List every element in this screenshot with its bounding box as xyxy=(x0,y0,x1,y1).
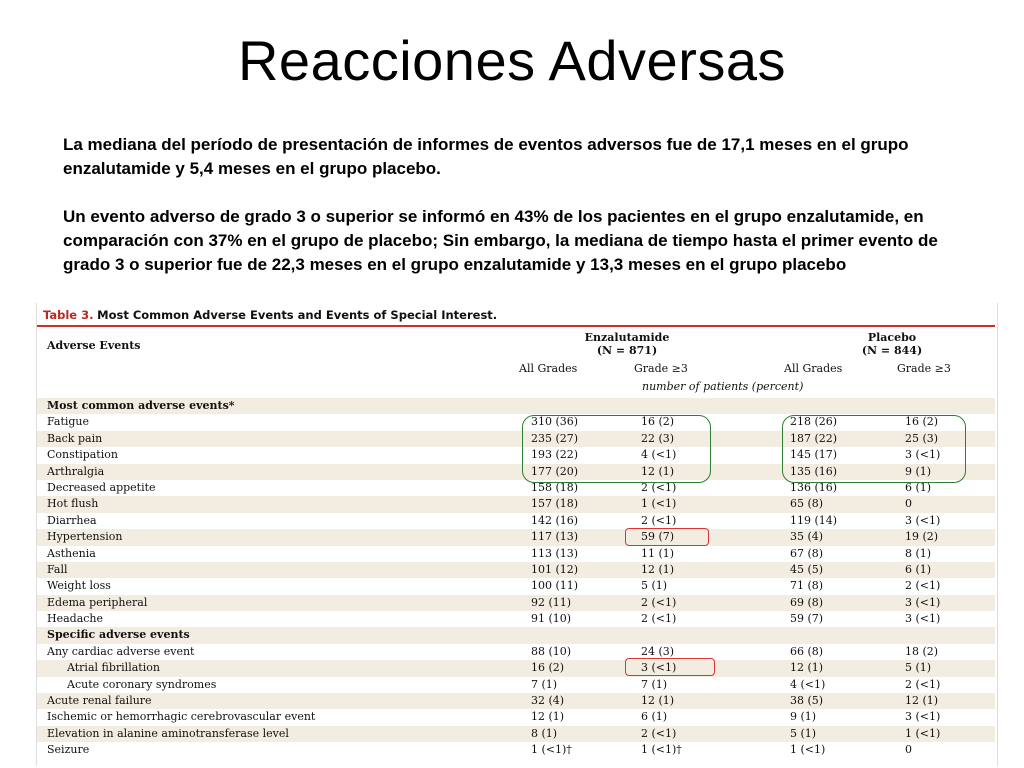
table-row xyxy=(37,693,995,709)
row-label: Diarrhea xyxy=(47,513,97,527)
green-highlight-enzalutamide xyxy=(522,415,711,483)
row-label: Most common adverse events* xyxy=(47,399,235,412)
table-cell: 2 (<1) xyxy=(641,612,677,626)
row-label: Specific adverse events xyxy=(47,628,190,642)
row-header: Adverse Events xyxy=(47,339,141,352)
table-cell: 135 (16) xyxy=(790,464,838,478)
table-cell: 1 (<1) xyxy=(790,743,826,757)
row-label: Arthralgia xyxy=(47,464,105,478)
table-cell: 12 (1) xyxy=(641,694,675,708)
table-cell: 100 (11) xyxy=(531,579,579,593)
table-cell: 24 (3) xyxy=(641,644,675,658)
table-cell: 5 (1) xyxy=(790,726,817,740)
units-label: number of patients (percent) xyxy=(642,380,804,393)
table-row xyxy=(37,677,995,693)
table-row xyxy=(37,644,995,660)
table-cell: 218 (26) xyxy=(790,415,838,429)
table-cell: 59 (7) xyxy=(790,612,824,626)
row-label: Ischemic or hemorrhagic cerebrovascular event xyxy=(47,710,316,724)
table-row xyxy=(37,562,995,578)
table-cell: 22 (3) xyxy=(641,431,675,445)
table-cell: 19 (2) xyxy=(905,530,939,544)
red-box-hypertension xyxy=(625,528,709,546)
group-enzalutamide-name: Enzalutamide xyxy=(584,331,670,344)
table-cell: 193 (22) xyxy=(531,448,579,462)
table-cell: 101 (12) xyxy=(531,562,579,576)
table-cell: 142 (16) xyxy=(531,513,579,527)
table-cell: 1 (<1)† xyxy=(531,743,572,757)
table-cell: 7 (1) xyxy=(531,677,558,691)
group-enzalutamide xyxy=(557,331,697,357)
green-highlight-placebo xyxy=(782,415,966,483)
table-row xyxy=(37,709,995,725)
table-cell: 12 (1) xyxy=(641,562,675,576)
table-cell: 2 (<1) xyxy=(905,677,941,691)
table-cell: 2 (<1) xyxy=(905,579,941,593)
slide-title: Reacciones Adversas xyxy=(237,29,786,92)
table-row xyxy=(37,529,995,545)
table-cell: 177 (20) xyxy=(531,464,579,478)
table-caption xyxy=(37,303,995,327)
group-placebo xyxy=(822,331,962,357)
table-cell: 66 (8) xyxy=(790,644,824,658)
table-cell: 18 (2) xyxy=(905,644,939,658)
row-label: Fatigue xyxy=(47,415,90,429)
table-cell: 235 (27) xyxy=(531,431,579,445)
row-label: Acute coronary syndromes xyxy=(67,677,217,691)
table-cell: 12 (1) xyxy=(905,694,939,708)
col-header-all-grades-placebo: All Grades xyxy=(784,362,843,375)
table-cell: 2 (<1) xyxy=(641,513,677,527)
table-cell: 65 (8) xyxy=(790,497,824,511)
table-row xyxy=(37,595,995,611)
table-cell: 11 (1) xyxy=(641,546,675,560)
row-label: Fall xyxy=(47,562,68,576)
table-cell: 25 (3) xyxy=(905,431,939,445)
table-cell: 67 (8) xyxy=(790,546,824,560)
table-cell: 3 (<1) xyxy=(905,612,941,626)
group-placebo-name: Placebo xyxy=(867,331,917,344)
red-box-atrial-fibrillation xyxy=(625,658,715,676)
table-cell: 310 (36) xyxy=(531,415,579,429)
table-caption-label: Table 3. xyxy=(43,308,94,322)
row-label: Seizure xyxy=(47,743,90,757)
table-cell: 12 (1) xyxy=(531,710,565,724)
row-label: Elevation in alanine aminotransferase level xyxy=(47,726,289,740)
table-cell: 8 (1) xyxy=(905,546,932,560)
row-label: Acute renal failure xyxy=(47,694,152,708)
row-label: Atrial fibrillation xyxy=(67,661,160,675)
table-row xyxy=(37,726,995,742)
row-label: Hypertension xyxy=(47,530,123,544)
row-label: Edema peripheral xyxy=(47,595,148,609)
col-header-all-grades-enza: All Grades xyxy=(519,362,578,375)
row-label: Weight loss xyxy=(47,579,111,593)
group-placebo-n: (N = 844) xyxy=(861,344,923,357)
table-cell: 9 (1) xyxy=(790,710,817,724)
table-section-row xyxy=(37,398,995,414)
table-cell: 6 (1) xyxy=(641,710,668,724)
table-row xyxy=(37,611,995,627)
paragraph-grade3-events: Un evento adverso de grado 3 o superior se informó en 43% de los pacientes en el grupo enzalutamide, en comparación con 37% en el grupo de placebo; Sin embargo, la mediana de tiempo hasta el primer evento de grado 3 o superior fue de 22,3 meses en el grupo enzalutamide y 13,3 meses en el grupo placebo xyxy=(63,207,938,274)
table-cell: 71 (8) xyxy=(790,579,824,593)
table-cell: 69 (8) xyxy=(790,595,824,609)
row-label: Headache xyxy=(47,612,104,626)
table-row xyxy=(37,578,995,594)
table-cell: 3 (<1) xyxy=(905,710,941,724)
table-cell: 92 (11) xyxy=(531,595,572,609)
table-cell: 5 (1) xyxy=(905,661,932,675)
table-cell: 1 (<1) xyxy=(905,726,941,740)
table-cell: 91 (10) xyxy=(531,612,572,626)
table-cell: 113 (13) xyxy=(531,546,579,560)
table-cell: 7 (1) xyxy=(641,677,668,691)
table-cell: 4 (<1) xyxy=(641,448,677,462)
group-enzalutamide-n: (N = 871) xyxy=(596,344,658,357)
table-cell: 6 (1) xyxy=(905,480,932,494)
table-cell: 88 (10) xyxy=(531,644,572,658)
table-cell: 35 (4) xyxy=(790,530,824,544)
row-label: Any cardiac adverse event xyxy=(47,644,195,658)
table-cell: 5 (1) xyxy=(641,579,668,593)
table-cell: 0 xyxy=(905,497,912,511)
table-row xyxy=(37,496,995,512)
row-label: Constipation xyxy=(47,448,118,462)
table-row xyxy=(37,513,995,529)
table-section-row xyxy=(37,627,995,643)
table-cell: 4 (<1) xyxy=(790,677,826,691)
col-header-grade3-enza: Grade ≥3 xyxy=(634,362,688,375)
table-cell: 3 (<1) xyxy=(905,513,941,527)
row-label: Asthenia xyxy=(47,546,96,560)
table-cell: 145 (17) xyxy=(790,448,838,462)
table-cell: 59 (7) xyxy=(641,530,675,544)
table-cell: 1 (<1) xyxy=(641,497,677,511)
table-cell: 32 (4) xyxy=(531,694,565,708)
table-cell: 136 (16) xyxy=(790,480,838,494)
table-cell: 6 (1) xyxy=(905,562,932,576)
table-cell: 9 (1) xyxy=(905,464,932,478)
table-cell: 12 (1) xyxy=(790,661,824,675)
table-cell: 117 (13) xyxy=(531,530,579,544)
table-cell: 119 (14) xyxy=(790,513,838,527)
row-label: Decreased appetite xyxy=(47,480,156,494)
col-header-grade3-placebo: Grade ≥3 xyxy=(897,362,951,375)
table-cell: 2 (<1) xyxy=(641,726,677,740)
row-label: Hot flush xyxy=(47,497,99,511)
table-cell: 16 (2) xyxy=(905,415,939,429)
table-cell: 3 (<1) xyxy=(641,661,677,675)
table-cell: 8 (1) xyxy=(531,726,558,740)
table-cell: 3 (<1) xyxy=(905,448,941,462)
row-label: Back pain xyxy=(47,431,103,445)
paragraph-median-reporting: La mediana del período de presentación de informes de eventos adversos fue de 17,1 meses en el grupo enzalutamide y 5,4 meses en el grupo placebo. xyxy=(63,135,909,178)
table-cell: 12 (1) xyxy=(641,464,675,478)
table-cell: 2 (<1) xyxy=(641,480,677,494)
table-cell: 3 (<1) xyxy=(905,595,941,609)
table-cell: 2 (<1) xyxy=(641,595,677,609)
table-row xyxy=(37,660,995,676)
table-cell: 0 xyxy=(905,743,912,757)
table-cell: 16 (2) xyxy=(531,661,565,675)
table-cell: 45 (5) xyxy=(790,562,824,576)
table-cell: 16 (2) xyxy=(641,415,675,429)
table-row xyxy=(37,546,995,562)
table-cell: 157 (18) xyxy=(531,497,579,511)
table-cell: 187 (22) xyxy=(790,431,838,445)
table-cell: 38 (5) xyxy=(790,694,824,708)
adverse-events-table xyxy=(36,303,998,766)
table-row xyxy=(37,742,995,758)
table-cell: 1 (<1)† xyxy=(641,743,682,757)
table-caption-text: Most Common Adverse Events and Events of Special Interest. xyxy=(97,308,498,322)
table-cell: 158 (18) xyxy=(531,480,579,494)
